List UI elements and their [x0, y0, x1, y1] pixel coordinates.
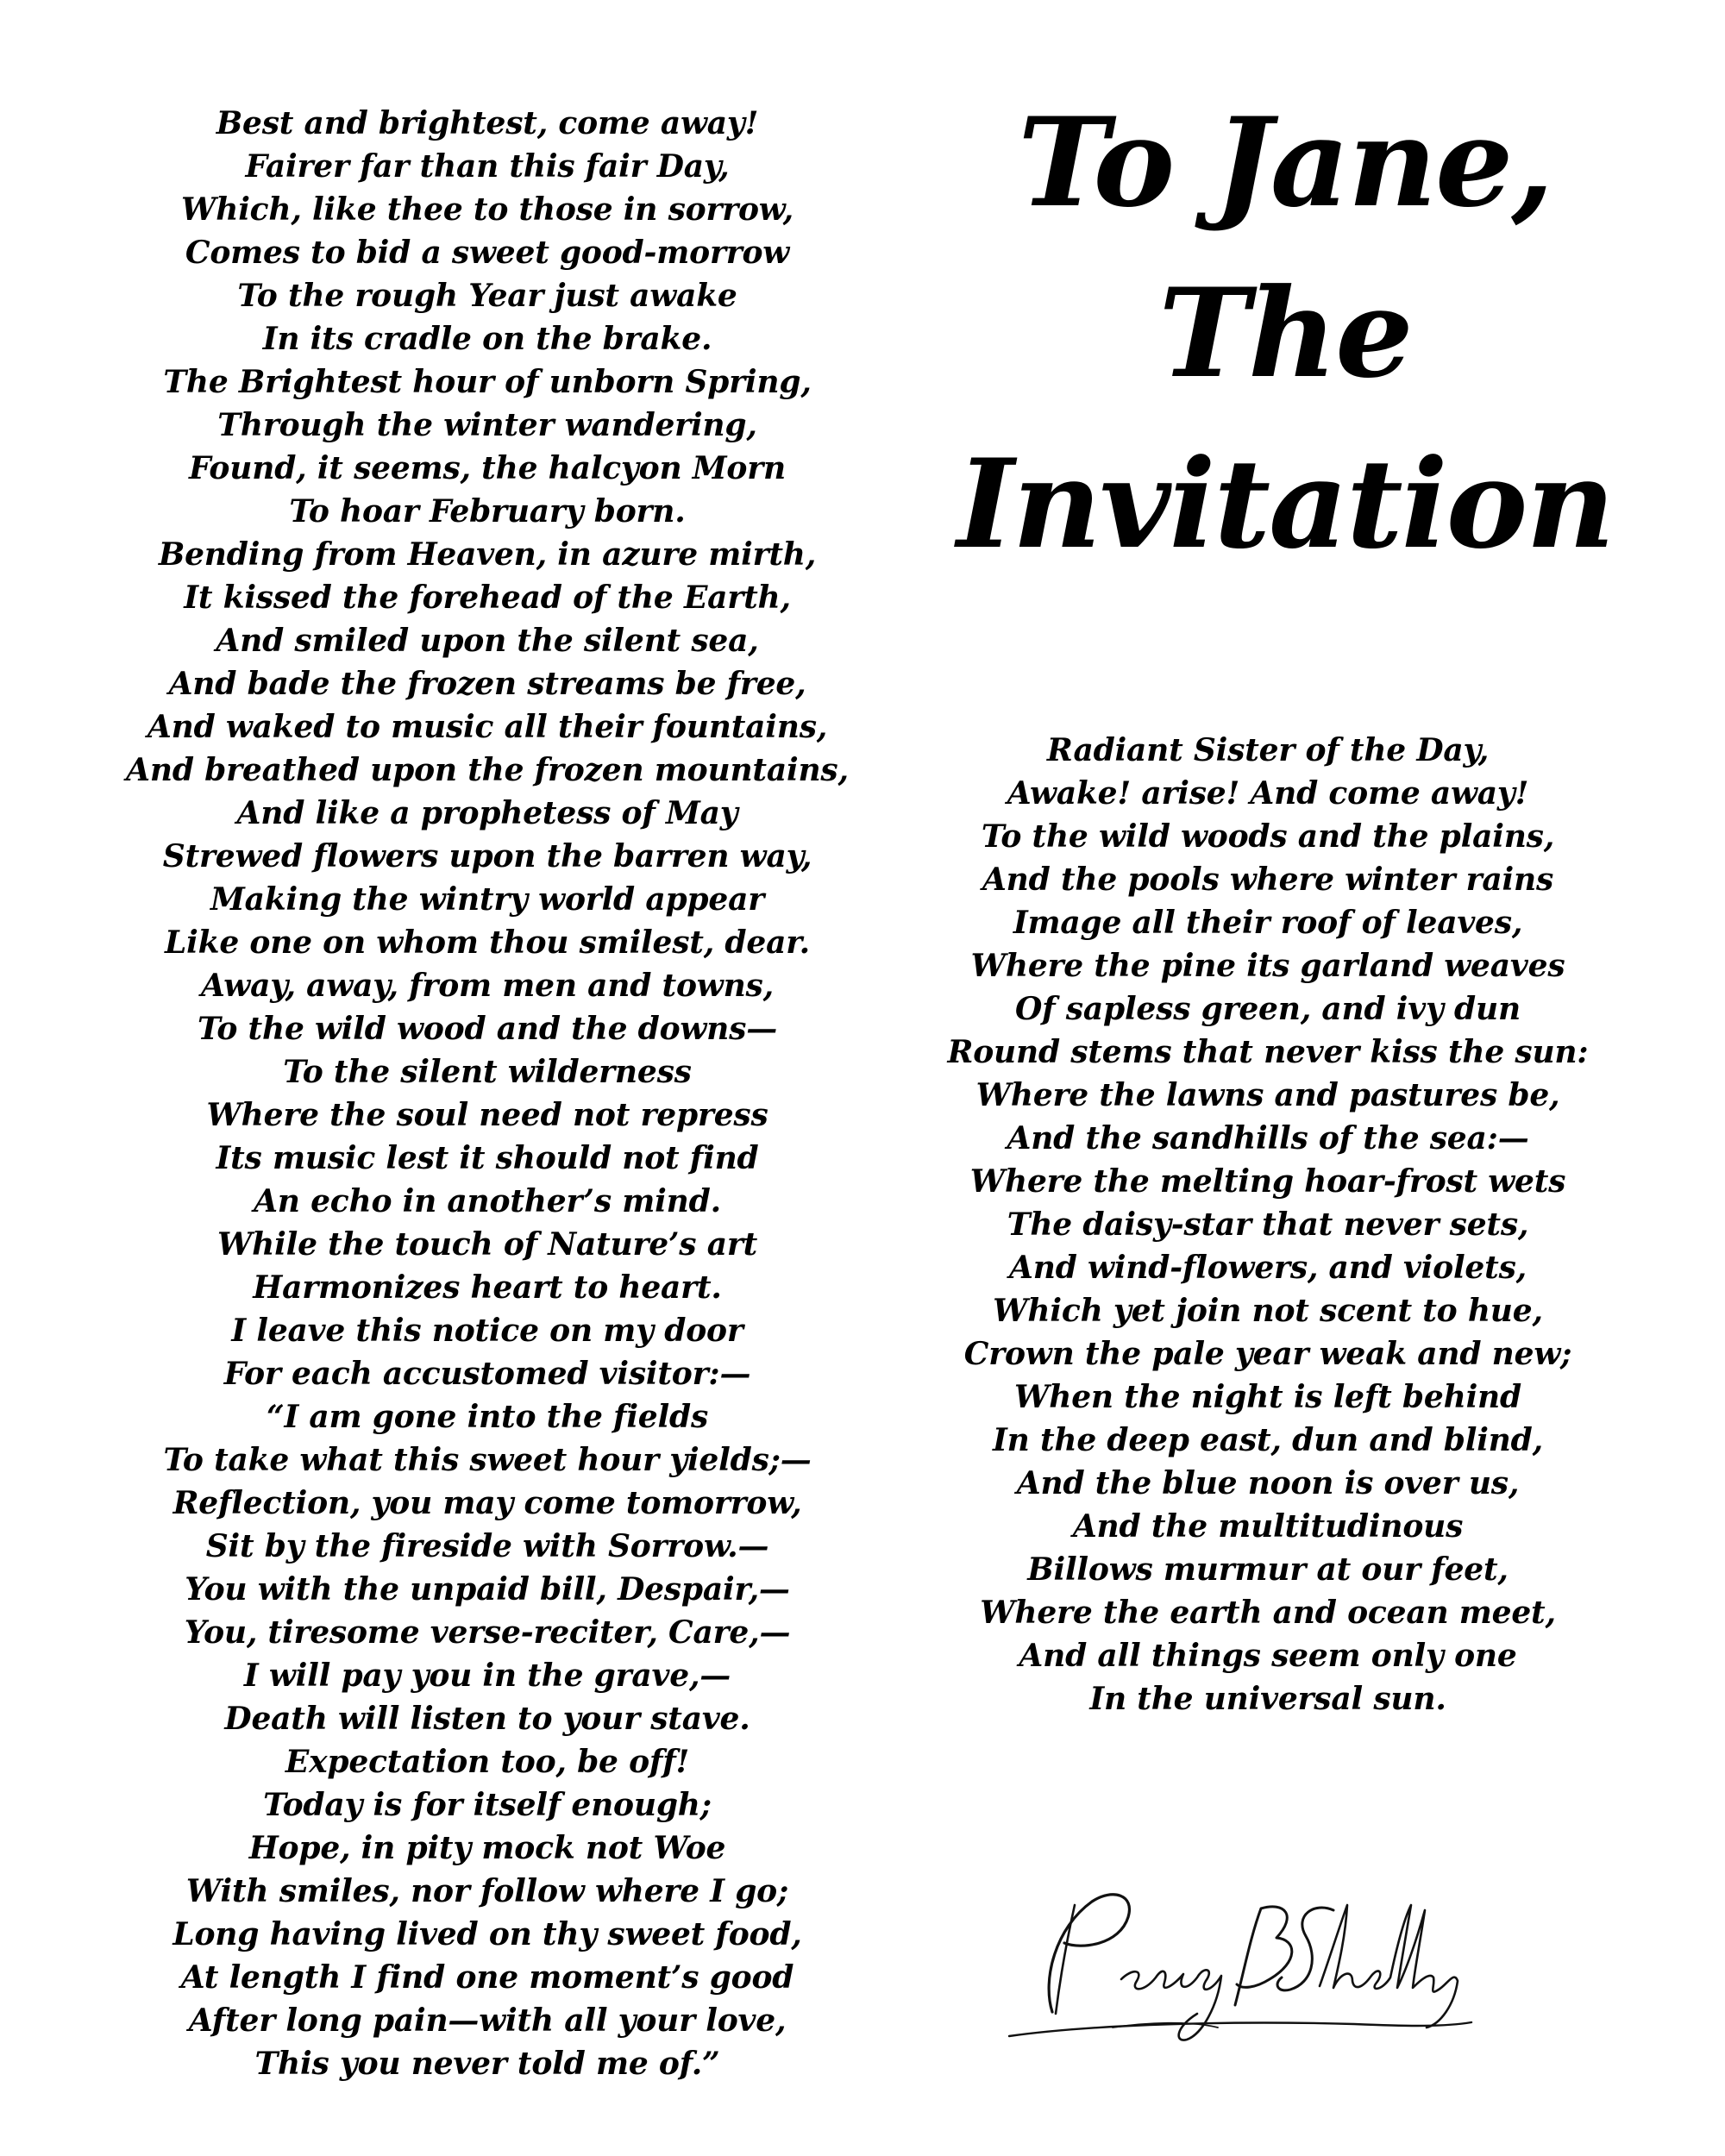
poem-line: Today is for itself enough; — [263, 1787, 712, 1823]
poem-line: Image all their roof of leaves, — [1013, 905, 1523, 941]
poem-line: In the universal sun. — [1089, 1681, 1446, 1717]
poem-line: To hoar February born. — [289, 493, 686, 530]
poem-line: Best and brightest, come away! — [216, 105, 759, 141]
poem-line: Crown the pale year weak and new; — [963, 1336, 1572, 1372]
poem-line: Harmonizes heart to heart. — [253, 1269, 722, 1306]
poem-line: This you never told me of.” — [254, 2046, 720, 2082]
poem-line: In its cradle on the brake. — [262, 321, 712, 357]
title-line: The — [1158, 262, 1412, 405]
poem-line: And breathed upon the frozen mountains, — [126, 752, 849, 788]
poem-line: And the sandhills of the sea:— — [1007, 1120, 1529, 1156]
poem-line: Through the winter wandering, — [217, 407, 757, 443]
poem-line: The daisy-star that never sets, — [1007, 1206, 1529, 1243]
poem-line: “I am gone into the fields — [266, 1399, 709, 1435]
poem-line: Away, away, from men and towns, — [201, 968, 774, 1004]
poem-title — [949, 78, 1622, 590]
poem-line: And the multitudinous — [1072, 1508, 1464, 1545]
poem-line: An echo in another’s mind. — [254, 1183, 721, 1219]
poem-line: I leave this notice on my door — [231, 1313, 743, 1349]
poem-line: Where the earth and ocean meet, — [980, 1595, 1556, 1631]
poem-line: When the night is left behind — [1014, 1379, 1521, 1415]
poem-line: It kissed the forehead of the Earth, — [184, 580, 791, 616]
poem-left-column — [112, 102, 862, 2085]
poem-line: Which, like thee to those in sorrow, — [180, 191, 794, 228]
poem-line: Fairer far than this fair Day, — [245, 148, 730, 185]
title-line: To Jane, — [1018, 91, 1552, 235]
poem-line: To the wild woods and the plains, — [981, 818, 1555, 855]
poem-line: Billows murmur at our feet, — [1027, 1551, 1509, 1588]
poem-line: Where the soul need not repress — [206, 1097, 768, 1133]
poem-line: Sit by the fireside with Sorrow.— — [205, 1528, 769, 1564]
poem-line: Hope, in pity mock not Woe — [248, 1830, 726, 1866]
poem-line: To the wild wood and the downs— — [197, 1011, 778, 1047]
poem-line: Making the wintry world appear — [210, 881, 765, 918]
poem-line: Where the lawns and pastures be, — [975, 1077, 1560, 1113]
title-line: Invitation — [957, 433, 1614, 576]
poem-line: I will pay you in the grave,— — [243, 1658, 731, 1694]
poem-line: And the pools where winter rains — [982, 862, 1554, 898]
poem-line: To the rough Year just awake — [237, 278, 737, 314]
poem-line: Radiant Sister of the Day, — [1046, 732, 1490, 768]
poem-line: With smiles, nor follow where I go; — [185, 1873, 789, 1909]
poem-line: And waked to music all their fountains, — [147, 709, 828, 745]
poem-line: Found, it seems, the halcyon Morn — [189, 450, 786, 486]
poem-line: To the silent wilderness — [283, 1054, 692, 1090]
poem-line: Death will listen to your stave. — [224, 1701, 750, 1737]
poem-line: In the deep east, dun and blind, — [993, 1422, 1543, 1458]
poem-line: Its music lest it should not find — [216, 1140, 759, 1176]
poem-line: Expectation too, be off! — [285, 1744, 690, 1780]
poem-right-column — [940, 729, 1596, 1720]
poem-line: And all things seem only one — [1019, 1638, 1517, 1674]
poem-line: And smiled upon the silent sea, — [216, 623, 759, 659]
poem-line: While the touch of Nature’s art — [216, 1226, 758, 1263]
poem-line: Bending from Heaven, in azure mirth, — [158, 536, 817, 573]
poem-line: At length I find one moment’s good — [180, 1959, 794, 1996]
poem-line: And like a prophetess of May — [236, 795, 738, 831]
poem-line: Like one on whom thou smilest, dear. — [164, 924, 810, 961]
poem-line: Awake! arise! And come away! — [1007, 775, 1529, 812]
poem-line: Of sapless green, and ivy dun — [1015, 991, 1521, 1027]
poem-line: Reflection, you may come tomorrow, — [172, 1485, 802, 1521]
poem-line: You with the unpaid bill, Despair,— — [185, 1571, 790, 1608]
poem-line: Which yet join not scent to hue, — [993, 1293, 1543, 1329]
poem-line: To take what this sweet hour yields;— — [163, 1442, 812, 1478]
signature — [992, 1876, 1475, 2048]
poem-line: And the blue noon is over us, — [1016, 1465, 1520, 1501]
poem-line: For each accustomed visitor:— — [223, 1356, 751, 1392]
poem-line: Strewed flowers upon the barren way, — [162, 838, 812, 874]
poem-line: Long having lived on thy sweet food, — [172, 1916, 802, 1952]
poem-line: Comes to bid a sweet good-morrow — [185, 235, 790, 271]
poem-line: The Brightest hour of unborn Spring, — [163, 364, 812, 400]
poem-line: Where the melting hoar-frost wets — [969, 1163, 1566, 1200]
poem-line: And bade the frozen streams be free, — [168, 666, 806, 702]
poem-line: After long pain—with all your love, — [188, 2002, 787, 2039]
poem-line: Round stems that never kiss the sun: — [947, 1034, 1589, 1070]
poem-line: Where the pine its garland weaves — [970, 948, 1565, 984]
poem-line: You, tiresome verse-reciter, Care,— — [184, 1614, 791, 1651]
poem-line: And wind-flowers, and violets, — [1009, 1250, 1527, 1286]
